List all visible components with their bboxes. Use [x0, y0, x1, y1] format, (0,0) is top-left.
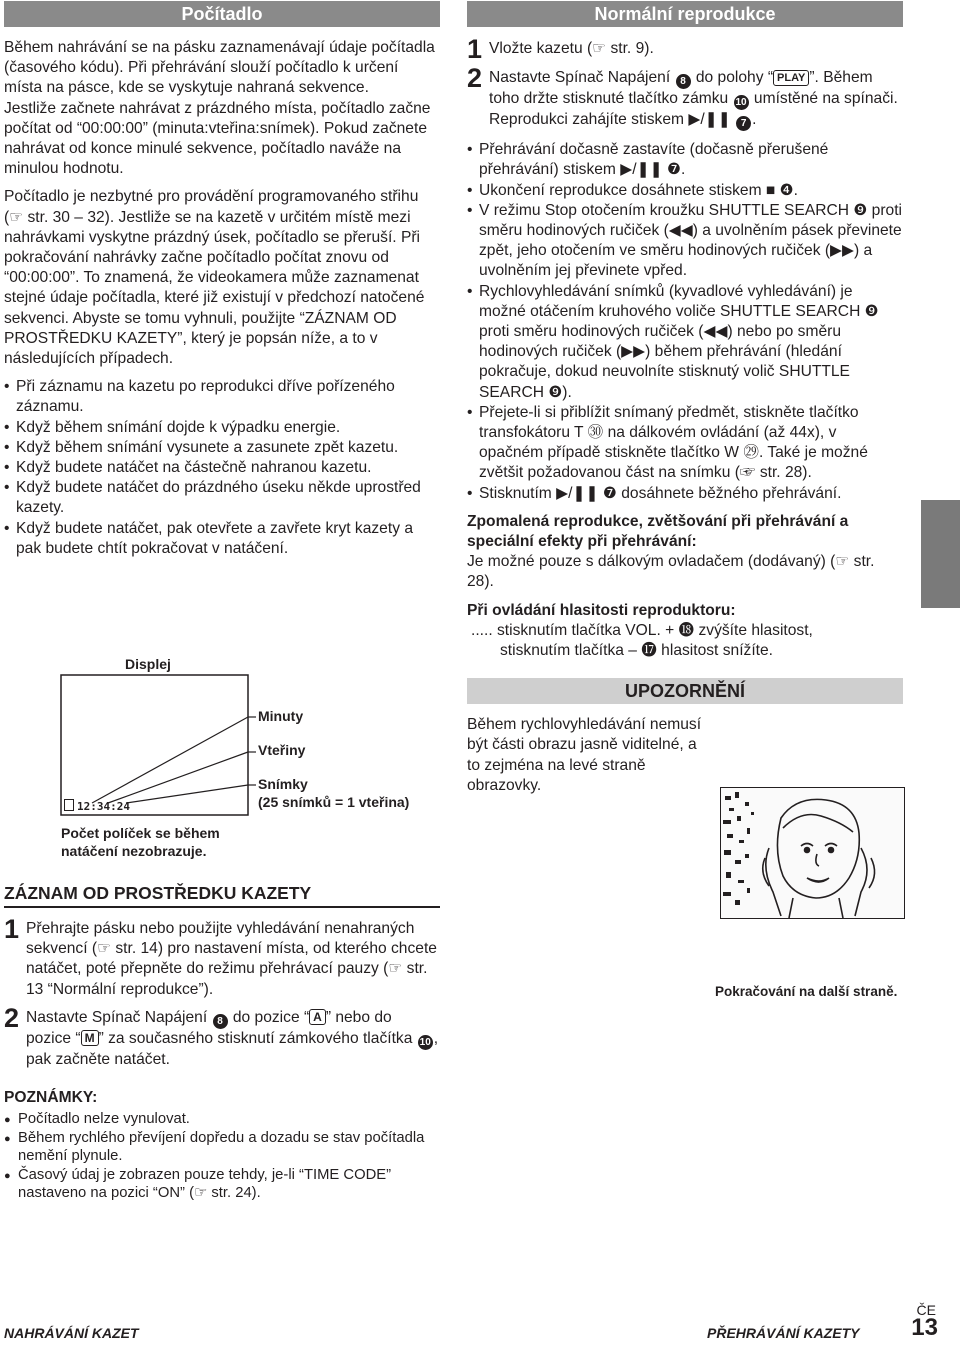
note-item: ● Během rychlého převíjení dopředu a dozadu se stav počítadla nemění plynule. [4, 1129, 440, 1166]
list-item: • Když budete natáčet, pak otevřete a zavřete kryt kazety a pak budete chtít pokračovat v natáčení. [4, 519, 440, 559]
diagram-caption: Počet políček se během natáčení nezobrazuje. [61, 825, 220, 859]
list-item: • Ukončení reprodukce dosáhnete stiskem ■ ❹. [467, 181, 903, 201]
counter-header: Počítadlo [4, 1, 440, 27]
minutes-label: Minuty [258, 708, 304, 724]
list-item: • V režimu Stop otočením kroužku SHUTTLE SEARCH ❾ proti směru hodinových ručiček (◀◀) a uvolněním pásek převinete zpět, jeho otočením ve směru hodinových ručiček (▶▶) a uvolněním jej převinete vpřed. [467, 201, 903, 282]
mode-m-icon: M [81, 1030, 99, 1046]
mid-step-1: 1 Přehrajte pásku nebo použijte vyhledávání nenahraných sekvencí (☞ str. 14) pro nastavení místa, od kterého chcete natáčet, poté přepněte do režimu přehrávací pauzy (☞ str. 13 “Normální reprodukce”). [4, 914, 437, 998]
note-item: ● Počítadlo nelze vynulovat. [4, 1110, 440, 1129]
playback-header: Normální reprodukce [467, 1, 903, 27]
slow-text: Je možné pouze s dálkovým ovladačem (dodávaný) (☞ str. 28). [467, 553, 875, 591]
volume-title: Při ovládání hlasitosti reproduktoru: [467, 601, 736, 619]
list-item: • Stisknutím ▶/❚❚ ❼ dosáhnete běžného přehrávání. [467, 484, 903, 504]
footer-left-title: NAHRÁVÁNÍ KAZET [4, 1325, 139, 1341]
counter-paragraph-3: Počítadlo je nezbytné pro provádění programovaného střihu (☞ str. 30 – 32). Jestliže se na kazetě v určitém místě mezi nahrávkami vyskytne prázdný úsek, počítadlo se přeruší. Při pokračování nahrávky začne počítadlo počítat znovu od “00:00:00”. To znamená, že videokamera může zaznamenat stejné údaje počítadla, které již existují v předchozí natočené sekvenci. Abyste se tomu vyhnuli, použijte “ZÁZNAM OD PROSTŘEDKU KAZETY”, který je popsán níže, a to v následujících případech. [4, 188, 425, 368]
display-frame [61, 675, 248, 815]
callout-10: 10 [735, 97, 747, 109]
mode-a-icon: A [309, 1009, 326, 1025]
display-diagram [60, 655, 440, 865]
list-item: • Přejete-li si přiblížit snímaný předmět, stiskněte tlačítko transfokátoru T ㉚ na dálkovém ovládání (až 44x), v opačném případě stiskněte tlačítko W ㉙. Také je možné zvětšit požadovanou část na snímku (☞ str. 28). [467, 403, 903, 484]
notes-title: POZNÁMKY: [4, 1089, 98, 1107]
warning-text: Během rychlovyhledávání nemusí být části obrazu jasně viditelné, a to zejména na levé straně obrazovky. [467, 716, 702, 794]
continue-note: Pokračování na další straně. [715, 984, 898, 999]
callout-8: 8 [676, 74, 691, 89]
distorted-picture-illustration [720, 787, 905, 919]
counter-paragraph-1: Během nahrávání se na pásku zaznamenávají údaje počítadla (časového kódu). Při přehrávání slouží počítadlo k určení místa na pásce, kde se vyskytuje nahraná sekvence. [4, 39, 435, 97]
person-illustration [721, 788, 904, 918]
volume-line-1: ..... stisknutím tlačítka VOL. + ⓲ zvýšíte hlasitost, [471, 621, 813, 639]
list-item: • Rychlovyhledávání snímků (kyvadlové vyhledávání) je možné otáčením kruhového voliče SHUTTLE SEARCH ❾ proti směru hodinových ručiček (◀◀) nebo po směru hodinových ručiček (▶▶) během přehrávání (hledání pokračuje, dokud neuvolníte stisknutý volič SHUTTLE SEARCH ❾). [467, 282, 903, 403]
tc-icon [64, 799, 74, 811]
cases-list [4, 377, 440, 559]
play-mode-icon: PLAY [773, 70, 809, 86]
slow-title: Zpomalená reprodukce, zvětšování při přehrávání a speciální efekty při přehrávání: [467, 512, 849, 551]
mid-record-section [4, 883, 440, 1203]
playback-bullets [467, 140, 903, 504]
counter-paragraph-2: Jestliže začnete nahrávat z prázdného místa, počítadlo začne počítat od “00:00:00” (minuta:vteřina:snímek). Pokud začnete nahrávat od konce minulé sekvence, počítadlo naváže na minulou hodnotu. [4, 99, 431, 178]
volume-line-2: stisknutím tlačítka – ⓱ hlasitost snížíte. [500, 642, 773, 660]
notes-list [4, 1110, 440, 1203]
callout-7: 7 [736, 116, 751, 131]
callout-10: 10 [419, 1036, 431, 1048]
warning-header: UPOZORNĚNÍ [467, 678, 903, 704]
frames-leader [126, 785, 248, 803]
mid-record-header: ZÁZNAM OD PROSTŘEDKU KAZETY [4, 883, 440, 908]
section-tab-marker [921, 500, 960, 608]
page-number: 13 [911, 1314, 938, 1341]
list-item: • Když během snímání dojde k výpadku energie. [4, 418, 440, 438]
play-step-2: 2 Nastavte Spínač Napájení 8 do polohy “ PLAY ”. Během toho držte stisknuté tlačítko zámku 10 umístěné na spínači. Reprodukci zahájíte stiskem ▶/❚❚ 7 . [467, 63, 898, 130]
play-step-1: 1 Vložte kazetu (☞ str. 9). [467, 34, 654, 64]
list-item: • Když během snímání vysunete a zasunete zpět kazetu. [4, 438, 440, 458]
list-item: • Když budete natáčet do prázdného úseku někde uprostřed kazety. [4, 478, 440, 518]
seconds-label: Vteřiny [258, 742, 306, 758]
list-item: • Přehrávání dočasně zastavíte (dočasně přerušené přehrávání) stiskem ▶/❚❚ ❼. [467, 140, 903, 180]
left-column [4, 0, 440, 559]
timecode-value: 12:34:24 [77, 800, 130, 813]
right-column [467, 0, 903, 796]
callout-8: 8 [213, 1014, 228, 1029]
note-item: ● Časový údaj je zobrazen pouze tehdy, je-li “TIME CODE” nastaveno na pozici “ON” (☞ str. 24). [4, 1166, 440, 1203]
list-item: • Při záznamu na kazetu po reprodukci dříve pořízeného záznamu. [4, 377, 440, 417]
language-code: ČE [916, 1302, 936, 1318]
noise-pattern [723, 792, 754, 905]
footer-right-title: PŘEHRÁVÁNÍ KAZETY [707, 1325, 860, 1341]
timecode-readout [64, 799, 130, 813]
frames-note: (25 snímků = 1 vteřina) [258, 794, 410, 810]
display-label: Displej [125, 656, 171, 672]
list-item: • Když budete natáčet na částečně nahranou kazetu. [4, 458, 440, 478]
mid-step-2: 2 Nastavte Spínač Napájení 8 do pozice “ A ” nebo do pozice “ M ” za současného stisknutí zámkového tlačítka 10 , pak začněte natáčet. [4, 1002, 439, 1068]
frames-label: Snímky [258, 776, 308, 792]
